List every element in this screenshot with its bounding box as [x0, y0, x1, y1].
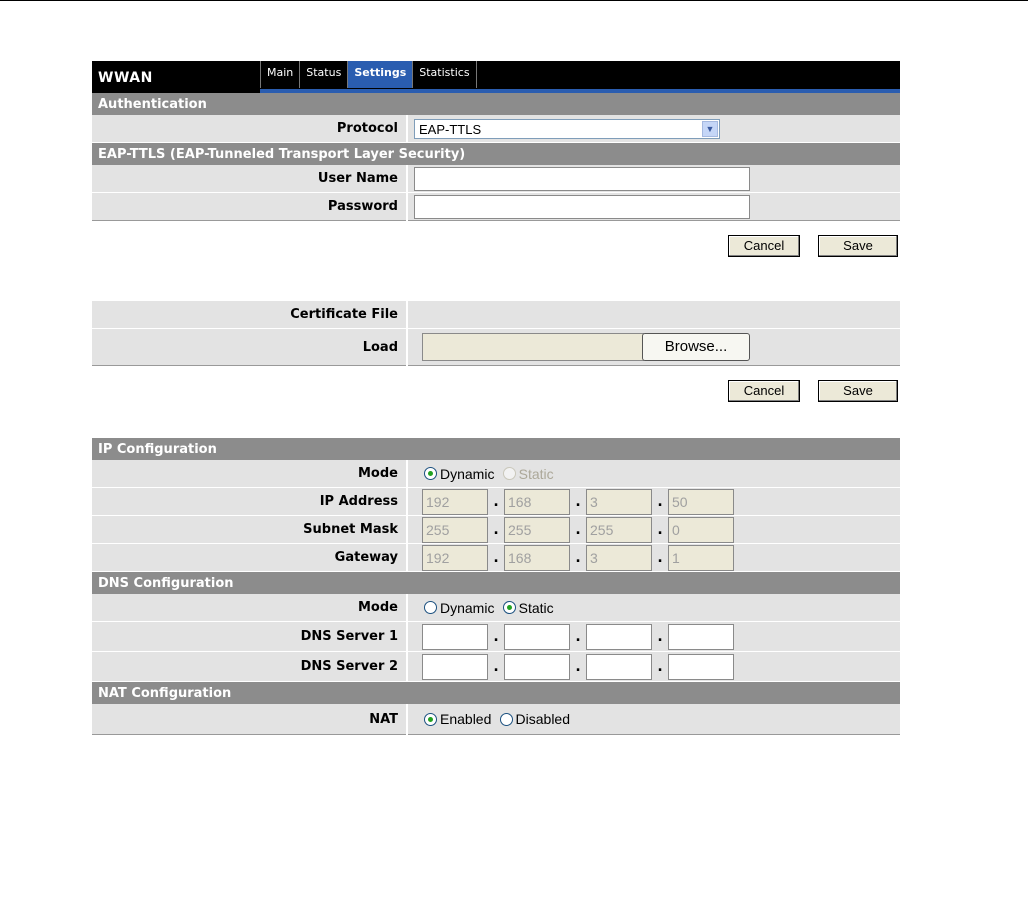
- network-table: [92, 438, 900, 735]
- ip-octet-2[interactable]: 168: [504, 489, 570, 515]
- dns-server-1-field: . . .: [422, 624, 734, 650]
- dns2-octet-2[interactable]: [504, 654, 570, 680]
- dns-server-1-label: DNS Server 1: [92, 622, 407, 652]
- authentication-header: Authentication: [92, 93, 900, 115]
- save-button[interactable]: Save: [818, 380, 898, 402]
- protocol-label: Protocol: [92, 115, 407, 143]
- ip-octet-4[interactable]: 50: [668, 489, 734, 515]
- ip-mode-static-radio[interactable]: [503, 467, 516, 480]
- nat-enabled-radio[interactable]: [424, 713, 437, 726]
- ip-address-field: 192 . 168 . 3 . 50: [422, 489, 734, 515]
- nat-disabled-radio[interactable]: [500, 713, 513, 726]
- ip-octet-1[interactable]: 192: [422, 489, 488, 515]
- dns-mode-dynamic-label: Dynamic: [440, 599, 495, 616]
- nat-enabled-label: Enabled: [440, 711, 492, 727]
- tab-main[interactable]: Main: [260, 61, 299, 88]
- save-button[interactable]: Save: [818, 235, 898, 257]
- eap-header: EAP-TTLS (EAP-Tunneled Transport Layer Security): [92, 143, 900, 166]
- dns1-octet-3[interactable]: [586, 624, 652, 650]
- gateway-octet-3[interactable]: 3: [586, 545, 652, 571]
- ip-config-header: IP Configuration: [92, 438, 900, 460]
- mask-octet-1[interactable]: 255: [422, 517, 488, 543]
- dns-mode-static-radio[interactable]: [503, 601, 516, 614]
- certificate-file-input[interactable]: [422, 333, 644, 361]
- username-label: User Name: [92, 165, 407, 193]
- tab-statistics[interactable]: Statistics: [412, 61, 476, 88]
- gateway-octet-1[interactable]: 192: [422, 545, 488, 571]
- dns-mode-label: Mode: [92, 594, 407, 622]
- browse-button[interactable]: Browse...: [642, 333, 750, 361]
- gateway-label: Gateway: [92, 544, 407, 572]
- app-title: WWAN: [98, 70, 153, 86]
- ip-mode-static-label: Static: [518, 465, 554, 482]
- mask-octet-3[interactable]: 255: [586, 517, 652, 543]
- dns1-octet-1[interactable]: [422, 624, 488, 650]
- dns-server-2-label: DNS Server 2: [92, 652, 407, 682]
- ip-octet-3[interactable]: 3: [586, 489, 652, 515]
- dns-mode-dynamic-radio[interactable]: [424, 601, 437, 614]
- certificate-table: [92, 301, 900, 366]
- tab-strip: [260, 61, 477, 88]
- certificate-button-row: [92, 366, 900, 416]
- gateway-octet-2[interactable]: 168: [504, 545, 570, 571]
- dns1-octet-4[interactable]: [668, 624, 734, 650]
- chevron-down-icon[interactable]: ▼: [702, 121, 718, 137]
- nat-config-header: NAT Configuration: [92, 682, 900, 705]
- mask-octet-2[interactable]: 255: [504, 517, 570, 543]
- load-label: Load: [92, 329, 407, 366]
- dns2-octet-3[interactable]: [586, 654, 652, 680]
- mask-octet-4[interactable]: 0: [668, 517, 734, 543]
- dns-mode-static-label: Static: [518, 599, 554, 616]
- gateway-octet-4[interactable]: 1: [668, 545, 734, 571]
- dns2-octet-4[interactable]: [668, 654, 734, 680]
- cancel-button[interactable]: Cancel: [728, 235, 800, 257]
- subnet-mask-label: Subnet Mask: [92, 516, 407, 544]
- tab-settings[interactable]: Settings: [347, 61, 412, 88]
- tab-status[interactable]: Status: [299, 61, 347, 88]
- dns2-octet-1[interactable]: [422, 654, 488, 680]
- nat-label: NAT: [92, 704, 407, 735]
- password-input[interactable]: [414, 195, 750, 219]
- dns1-octet-2[interactable]: [504, 624, 570, 650]
- password-label: Password: [92, 193, 407, 221]
- dns-server-2-field: . . .: [422, 654, 734, 680]
- certificate-label: Certificate File: [92, 301, 407, 329]
- protocol-value: EAP-TTLS: [419, 121, 482, 137]
- cancel-button[interactable]: Cancel: [728, 380, 800, 402]
- username-input[interactable]: [414, 167, 750, 191]
- ip-mode-dynamic-radio[interactable]: [424, 467, 437, 480]
- top-border: [0, 0, 1028, 1]
- protocol-select[interactable]: [414, 119, 720, 139]
- ip-mode-label: Mode: [92, 460, 407, 488]
- wwan-panel: [92, 61, 900, 735]
- subnet-mask-field: 255 . 255 . 255 . 0: [422, 517, 734, 543]
- ip-mode-dynamic-label: Dynamic: [440, 465, 495, 482]
- tab-underline: [260, 89, 900, 93]
- auth-table: [92, 93, 900, 221]
- ip-address-label: IP Address: [92, 488, 407, 516]
- gateway-field: 192 . 168 . 3 . 1: [422, 545, 734, 571]
- dns-config-header: DNS Configuration: [92, 572, 900, 595]
- nat-disabled-label: Disabled: [515, 711, 571, 727]
- title-bar: [92, 61, 900, 93]
- auth-button-row: [92, 221, 900, 271]
